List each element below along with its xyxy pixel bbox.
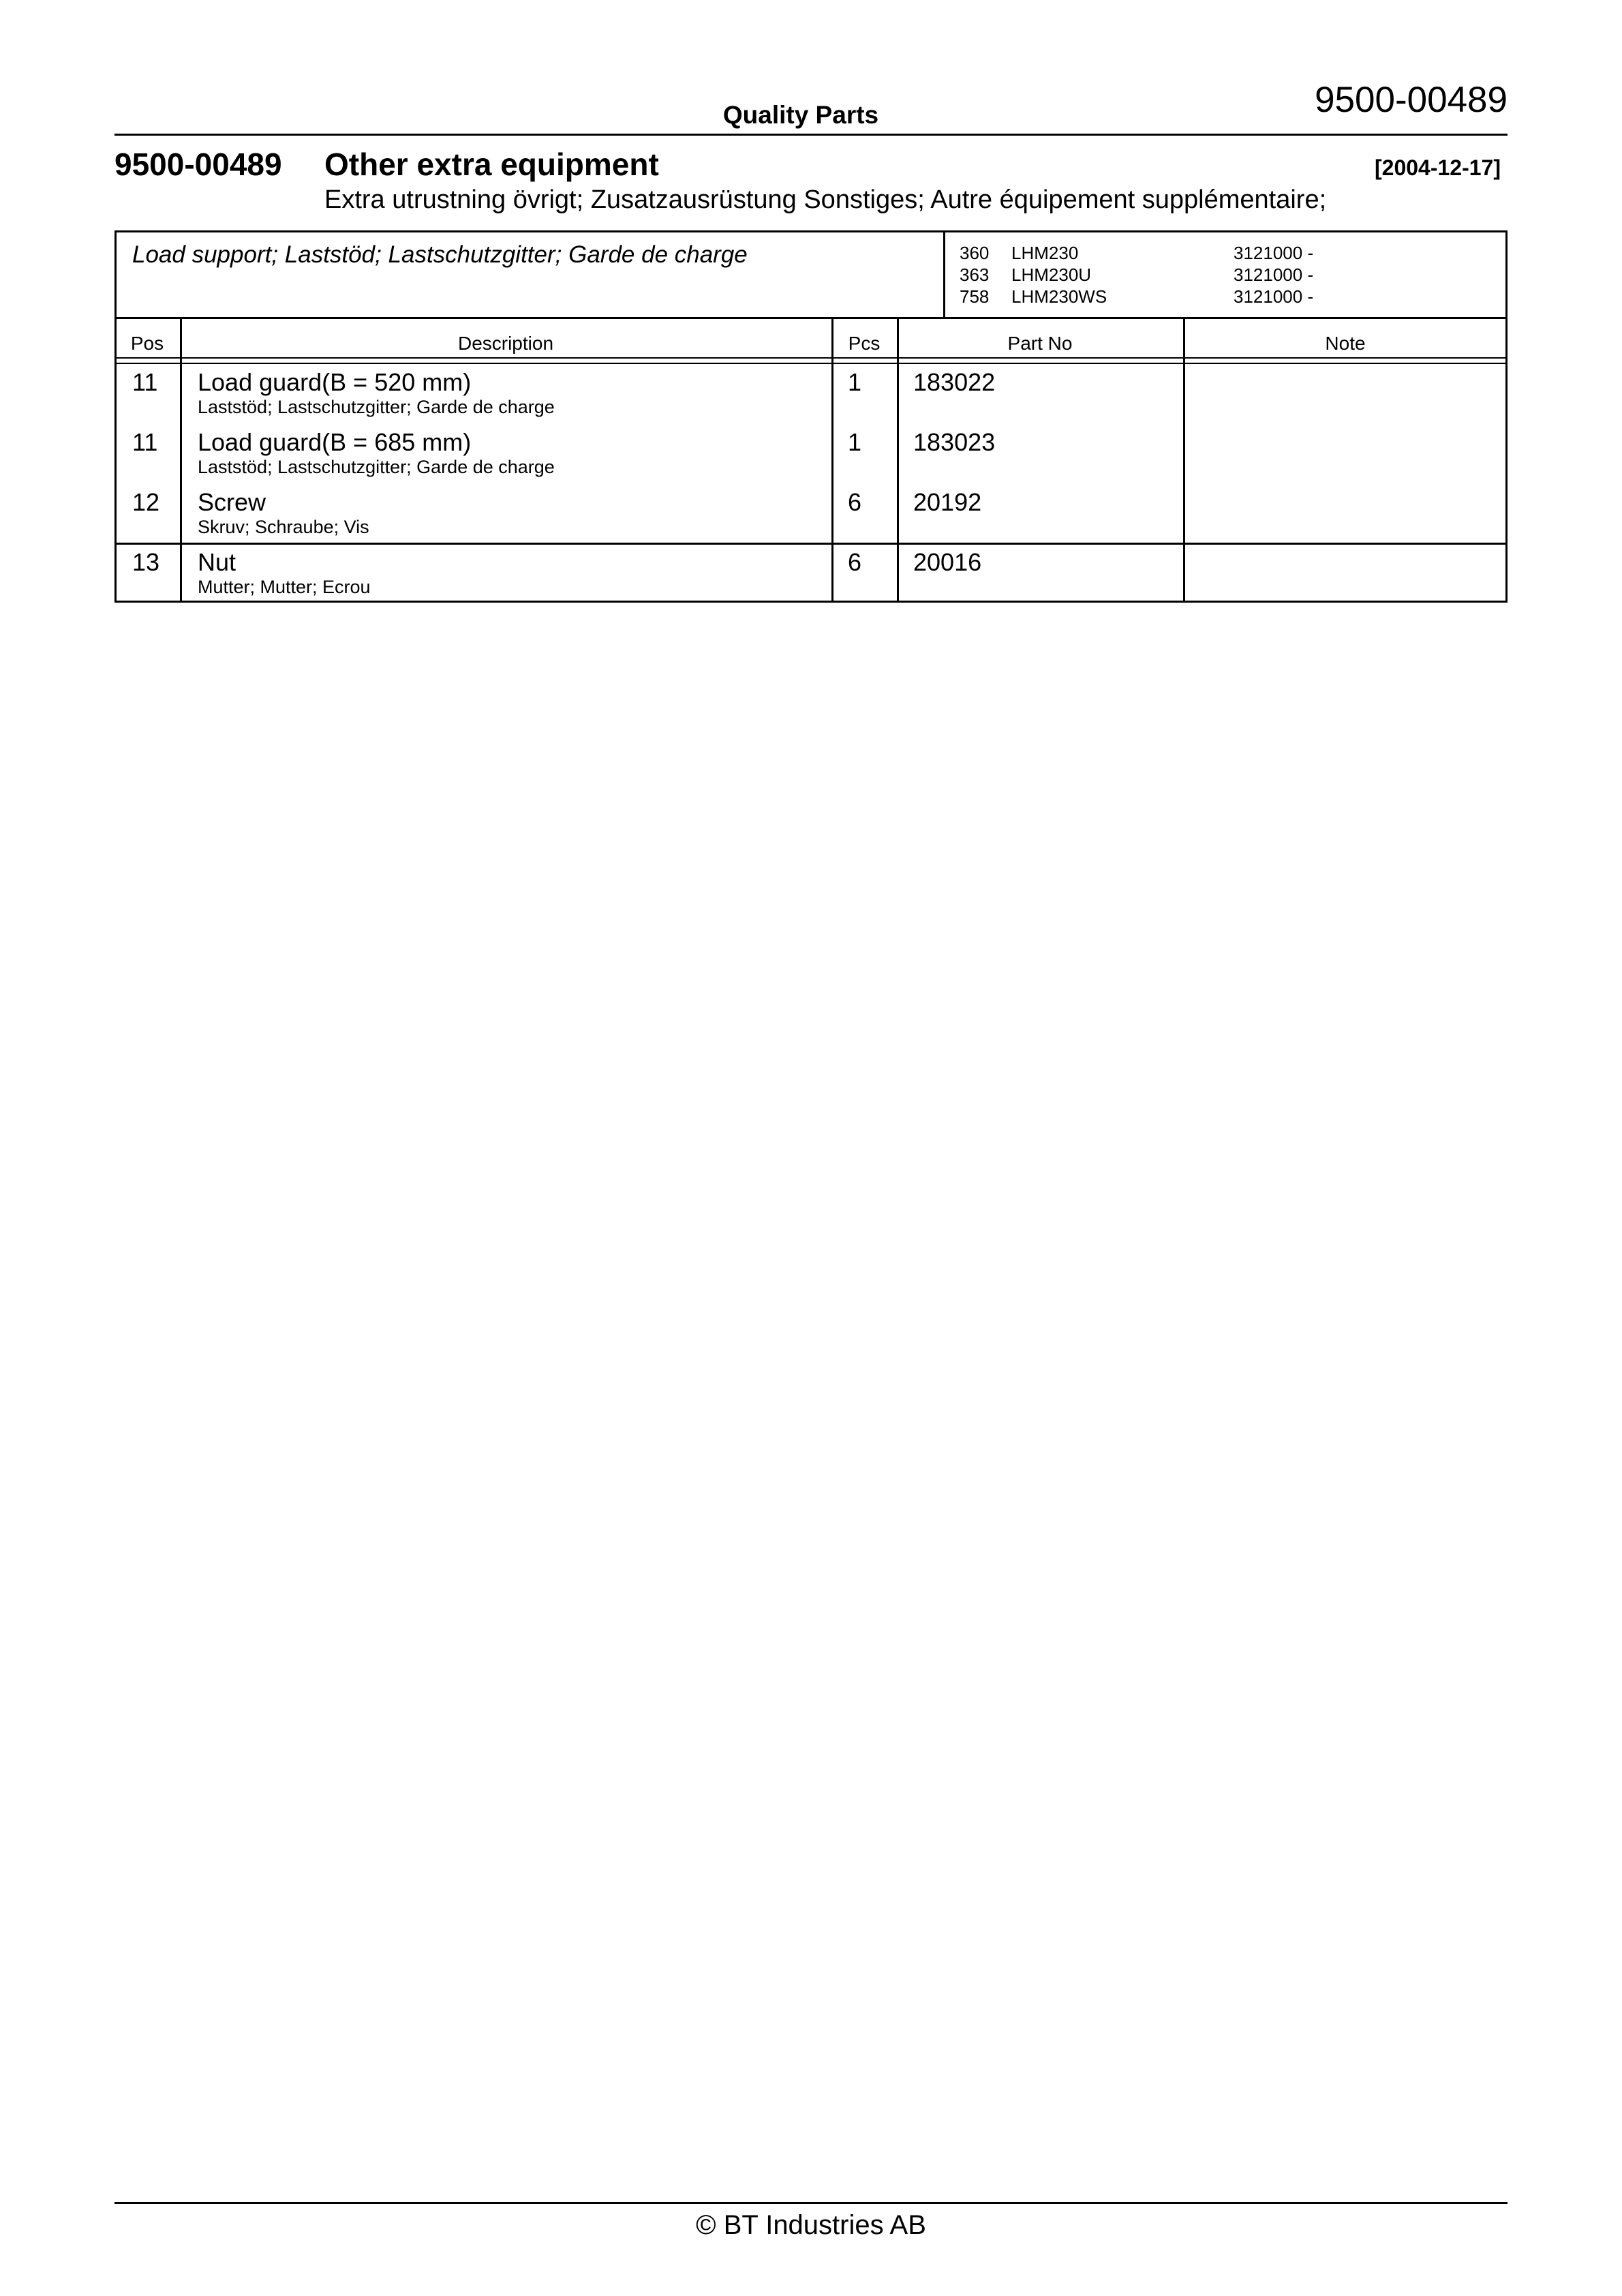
section-code: 9500-00489 bbox=[114, 147, 282, 182]
row-description: Nut bbox=[198, 548, 236, 576]
model-serial: 3121000 - bbox=[1234, 265, 1314, 285]
row-pos: 13 bbox=[132, 548, 160, 576]
model-number: 360 bbox=[960, 243, 990, 263]
header-doc-number: 9500-00489 bbox=[1315, 80, 1508, 120]
row-pcs: 6 bbox=[848, 488, 862, 516]
header-divider bbox=[114, 134, 1508, 136]
column-divider bbox=[180, 319, 182, 603]
row-pcs: 1 bbox=[848, 428, 862, 456]
row-part-no: 183022 bbox=[913, 368, 996, 396]
row-pcs: 6 bbox=[848, 548, 862, 576]
footer-copyright: © BT Industries AB bbox=[696, 2210, 926, 2240]
model-name: LHM230WS bbox=[1011, 286, 1107, 307]
model-serial: 3121000 - bbox=[1234, 243, 1314, 263]
section-title: Other extra equipment bbox=[324, 147, 659, 182]
model-number: 758 bbox=[960, 286, 990, 307]
header-title: Quality Parts bbox=[722, 101, 879, 129]
row-pcs: 1 bbox=[848, 368, 862, 396]
row-description-translations: Skruv; Schraube; Vis bbox=[198, 517, 369, 537]
group-divider bbox=[943, 230, 945, 319]
row-pos: 11 bbox=[132, 428, 158, 456]
column-divider bbox=[897, 319, 899, 603]
row-description: Load guard(B = 520 mm) bbox=[198, 368, 472, 396]
row-part-no: 20016 bbox=[913, 548, 982, 576]
section-translations: Extra utrustning övrigt; Zusatzausrüstung Sonstiges; Autre équipement supplémentaire; bbox=[324, 185, 1327, 214]
row-description-translations: Laststöd; Lastschutzgitter; Garde de charge bbox=[198, 397, 555, 417]
column-header-part-no: Part No bbox=[1007, 333, 1073, 354]
row-description: Screw bbox=[198, 488, 266, 516]
column-divider bbox=[1183, 319, 1185, 603]
column-divider bbox=[831, 319, 833, 603]
header-rule-top bbox=[114, 357, 1508, 359]
row-description-translations: Laststöd; Lastschutzgitter; Garde de charge bbox=[198, 457, 555, 477]
row-pos: 12 bbox=[132, 488, 160, 516]
column-header-pcs: Pcs bbox=[848, 333, 881, 354]
row-part-no: 183023 bbox=[913, 428, 996, 456]
column-header-description: Description bbox=[457, 333, 554, 354]
model-name: LHM230U bbox=[1011, 265, 1092, 285]
section-date: [2004-12-17] bbox=[1375, 155, 1501, 180]
model-name: LHM230 bbox=[1011, 243, 1079, 263]
model-number: 363 bbox=[960, 265, 990, 285]
group-separator bbox=[114, 543, 1508, 545]
footer-divider bbox=[114, 2202, 1508, 2204]
row-description-translations: Mutter; Mutter; Ecrou bbox=[198, 577, 371, 597]
column-header-pos: Pos bbox=[130, 333, 164, 354]
column-header-note: Note bbox=[1325, 333, 1366, 354]
header-rule-bottom bbox=[114, 363, 1508, 364]
row-part-no: 20192 bbox=[913, 488, 982, 516]
model-serial: 3121000 - bbox=[1234, 286, 1314, 307]
row-pos: 11 bbox=[132, 368, 158, 396]
group-label: Load support; Laststöd; Lastschutzgitter; Garde de charge bbox=[132, 241, 748, 268]
row-description: Load guard(B = 685 mm) bbox=[198, 428, 472, 456]
